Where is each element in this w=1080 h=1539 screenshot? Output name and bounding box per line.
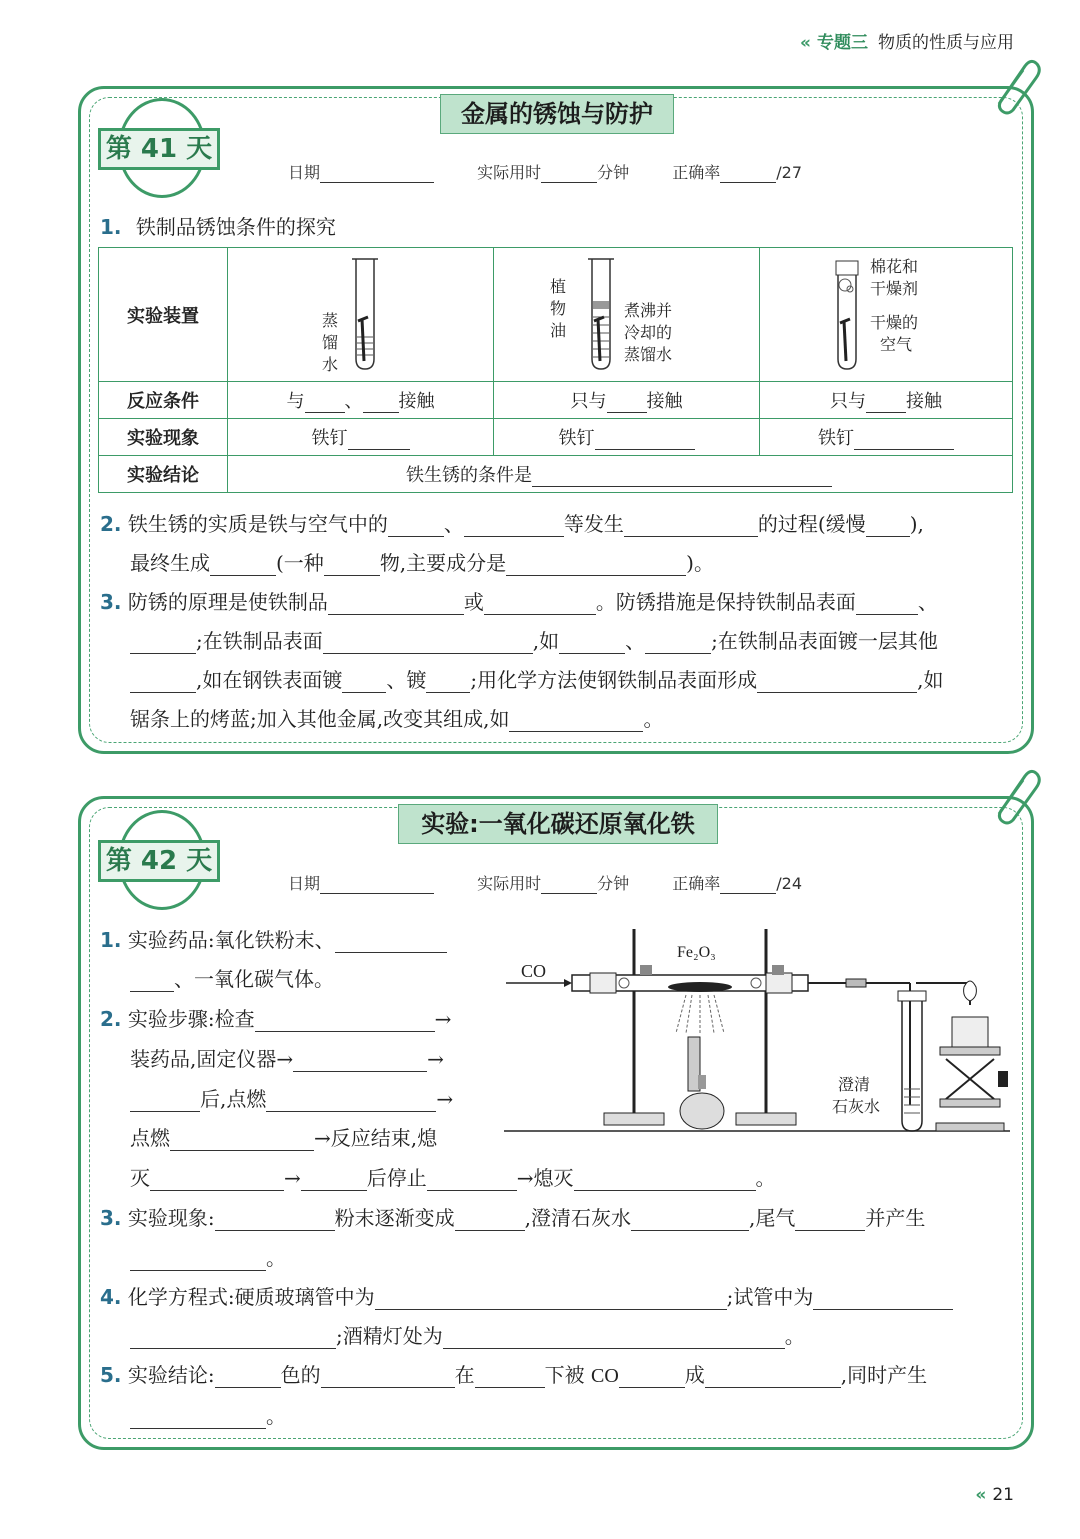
tube3-label-top: 棉花和 干燥剂 bbox=[870, 257, 919, 298]
fe2o3-label: Fe₂O₃ bbox=[677, 944, 716, 961]
day41-q1 bbox=[100, 211, 336, 240]
answer-blank[interactable] bbox=[866, 394, 906, 413]
answer-blank[interactable] bbox=[255, 1013, 435, 1032]
answer-blank[interactable] bbox=[215, 1369, 281, 1388]
day42-badge bbox=[98, 810, 222, 910]
day41-badge-label: 第 41 天 bbox=[98, 128, 220, 170]
phenomenon-cell-3: 铁钉 bbox=[760, 419, 1013, 456]
page-footer bbox=[975, 1485, 1014, 1505]
answer-blank[interactable] bbox=[854, 431, 954, 450]
topic-label: 专题三 bbox=[817, 33, 868, 53]
day42-q2-line4: 点燃 →反应结束,熄 bbox=[130, 1126, 438, 1150]
answer-blank[interactable] bbox=[595, 431, 695, 450]
answer-blank[interactable] bbox=[795, 1212, 865, 1231]
answer-blank[interactable] bbox=[301, 1172, 367, 1191]
answer-blank[interactable] bbox=[323, 635, 533, 654]
time-field[interactable] bbox=[541, 164, 597, 183]
day41-q3-line2: ;在铁制品表面 ,如 、 ;在铁制品表面镀一层其他 bbox=[130, 625, 938, 654]
condition-cell-1: 与 、 接触 bbox=[228, 382, 494, 419]
answer-blank[interactable] bbox=[607, 394, 647, 413]
day41-title: 金属的锈蚀与防护 bbox=[440, 94, 674, 134]
condition-cell-2: 只与 接触 bbox=[494, 382, 760, 419]
answer-blank[interactable] bbox=[215, 1212, 335, 1231]
time-label: 实际用时 bbox=[477, 163, 542, 182]
paperclip-icon bbox=[985, 766, 1041, 826]
answer-blank[interactable] bbox=[484, 596, 596, 615]
answer-blank[interactable] bbox=[210, 557, 276, 576]
tube2-label-right: 煮沸并 冷却的 蒸馏水 bbox=[624, 301, 673, 364]
tube1-label: 蒸 馏 水 bbox=[322, 311, 339, 374]
accuracy-label: 正确率 bbox=[672, 163, 721, 182]
answer-blank[interactable] bbox=[130, 674, 196, 693]
answer-blank[interactable] bbox=[813, 1291, 953, 1310]
topic-title: 物质的性质与应用 bbox=[878, 33, 1014, 53]
accuracy-label: 正确率 bbox=[672, 874, 721, 893]
answer-blank[interactable] bbox=[532, 468, 832, 487]
tube3-label-bottom: 干燥的 空气 bbox=[870, 313, 919, 354]
day42-q1-line1: 1. 实验药品:氧化铁粉末、 bbox=[100, 924, 447, 953]
answer-blank[interactable] bbox=[475, 1369, 545, 1388]
answer-blank[interactable] bbox=[856, 596, 918, 615]
answer-blank[interactable] bbox=[624, 518, 758, 537]
answer-blank[interactable] bbox=[464, 518, 564, 537]
day42-q2-line5: 灭 → 后停止 →熄灭 。 bbox=[130, 1166, 776, 1190]
paperclip-icon bbox=[985, 56, 1041, 116]
time-field[interactable] bbox=[541, 875, 597, 894]
answer-blank[interactable] bbox=[348, 431, 410, 450]
answer-blank[interactable] bbox=[619, 1369, 685, 1388]
day42-q2-line1: 2. 实验步骤:检查 → bbox=[100, 1007, 452, 1031]
test-tube-1 bbox=[348, 255, 382, 375]
test-tube-3 bbox=[830, 255, 864, 375]
chevron-left-icon: « bbox=[975, 1485, 987, 1505]
answer-blank[interactable] bbox=[130, 635, 196, 654]
tube2-label-left: 植 物 油 bbox=[550, 277, 567, 340]
row-apparatus: 实验装置 bbox=[99, 248, 228, 382]
answer-blank[interactable] bbox=[266, 1093, 436, 1112]
answer-blank[interactable] bbox=[705, 1369, 841, 1388]
day41-badge bbox=[98, 98, 222, 198]
date-label: 日期 bbox=[288, 163, 321, 182]
day42-q4-line1: 4. 化学方程式:硬质玻璃管中为 ;试管中为 bbox=[100, 1281, 953, 1310]
answer-blank[interactable] bbox=[509, 713, 643, 732]
answer-blank[interactable] bbox=[328, 596, 464, 615]
answer-blank[interactable] bbox=[363, 394, 399, 413]
minutes-label: 分钟 bbox=[597, 163, 630, 182]
day41-meta bbox=[288, 160, 802, 183]
date-label: 日期 bbox=[288, 874, 321, 893]
day42-meta bbox=[288, 871, 802, 894]
answer-blank[interactable] bbox=[388, 518, 444, 537]
phenomenon-cell-2: 铁钉 bbox=[494, 419, 760, 456]
answer-blank[interactable] bbox=[443, 1330, 785, 1349]
co-label: CO bbox=[521, 961, 547, 981]
accuracy-total: /27 bbox=[776, 163, 802, 182]
answer-blank[interactable] bbox=[130, 973, 174, 992]
answer-blank[interactable] bbox=[426, 674, 470, 693]
day41-q3-line1: 3. 防锈的原理是使铁制品 或 。防锈措施是保持铁制品表面 、 bbox=[100, 590, 938, 614]
page-header bbox=[800, 28, 1014, 53]
day42-q4-line2: ;酒精灯处为 。 bbox=[130, 1320, 805, 1349]
day42-q1-line2: 、一氧化碳气体。 bbox=[130, 963, 334, 992]
answer-blank[interactable] bbox=[645, 635, 711, 654]
answer-blank[interactable] bbox=[170, 1132, 314, 1151]
question-number: 1. bbox=[100, 215, 122, 239]
minutes-label: 分钟 bbox=[597, 874, 630, 893]
answer-blank[interactable] bbox=[427, 1172, 517, 1191]
answer-blank[interactable] bbox=[631, 1212, 749, 1231]
accuracy-field[interactable] bbox=[720, 164, 776, 183]
day41-q3-line4: 锯条上的烤蓝;加入其他金属,改变其组成,如 。 bbox=[130, 707, 664, 731]
day42-q2-line3: 后,点燃 → bbox=[130, 1083, 453, 1112]
answer-blank[interactable] bbox=[574, 1172, 756, 1191]
answer-blank[interactable] bbox=[335, 934, 447, 953]
time-label: 实际用时 bbox=[477, 874, 542, 893]
answer-blank[interactable] bbox=[150, 1172, 284, 1191]
day42-q3-line2: 。 bbox=[130, 1242, 286, 1271]
day42-title: 实验:一氧化碳还原氧化铁 bbox=[398, 804, 718, 844]
answer-blank[interactable] bbox=[342, 674, 386, 693]
answer-blank[interactable] bbox=[321, 1369, 455, 1388]
day42-q2-line2: 装药品,固定仪器→ → bbox=[130, 1047, 444, 1071]
test-tube-2 bbox=[584, 255, 618, 375]
conclusion-cell: 铁生锈的条件是 bbox=[228, 456, 1013, 493]
row-conclusion: 实验结论 bbox=[99, 456, 228, 493]
date-field[interactable] bbox=[320, 164, 434, 183]
day42-q5-line2: 。 bbox=[130, 1400, 286, 1429]
row-phenomenon: 实验现象 bbox=[99, 419, 228, 456]
answer-blank[interactable] bbox=[455, 1212, 525, 1231]
accuracy-field[interactable] bbox=[720, 875, 776, 894]
date-field[interactable] bbox=[320, 875, 434, 894]
answer-blank[interactable] bbox=[757, 674, 917, 693]
day42-badge-label: 第 42 天 bbox=[98, 840, 220, 882]
answer-blank[interactable] bbox=[324, 557, 380, 576]
answer-blank[interactable] bbox=[375, 1291, 727, 1310]
answer-blank[interactable] bbox=[506, 557, 686, 576]
answer-blank[interactable] bbox=[130, 1330, 336, 1349]
answer-blank[interactable] bbox=[559, 635, 625, 654]
day41-q2-line2: 最终生成 (一种 物,主要成分是 )。 bbox=[130, 551, 714, 575]
phenomenon-cell-1: 铁钉 bbox=[228, 419, 494, 456]
page-number: 21 bbox=[992, 1485, 1014, 1505]
accuracy-total: /24 bbox=[776, 874, 802, 893]
day41-q2-line1: 2. 铁生锈的实质是铁与空气中的 、 等发生 的过程(缓慢 ), bbox=[100, 512, 924, 536]
answer-blank[interactable] bbox=[130, 1410, 266, 1429]
answer-blank[interactable] bbox=[130, 1093, 200, 1112]
answer-blank[interactable] bbox=[293, 1053, 427, 1072]
day41-q3-line3: ,如在钢铁表面镀 、镀 ;用化学方法使钢铁制品表面形成 ,如 bbox=[130, 664, 943, 693]
condition-cell-3: 只与 接触 bbox=[760, 382, 1013, 419]
answer-blank[interactable] bbox=[305, 394, 345, 413]
question-text: 铁制品锈蚀条件的探究 bbox=[135, 215, 336, 239]
chevron-left-icon: « bbox=[800, 33, 811, 53]
co-reduction-apparatus bbox=[500, 925, 1020, 1140]
row-condition: 反应条件 bbox=[99, 382, 228, 419]
limewater-label: 澄清 石灰水 bbox=[832, 1075, 881, 1116]
day42-q3-line1: 3. 实验现象: 粉末逐渐变成 ,澄清石灰水 ,尾气 并产生 bbox=[100, 1206, 926, 1230]
answer-blank[interactable] bbox=[130, 1252, 266, 1271]
day42-q5-line1: 5. 实验结论: 色的 在 下被 CO 成 ,同时产生 bbox=[100, 1363, 928, 1387]
answer-blank[interactable] bbox=[866, 518, 910, 537]
